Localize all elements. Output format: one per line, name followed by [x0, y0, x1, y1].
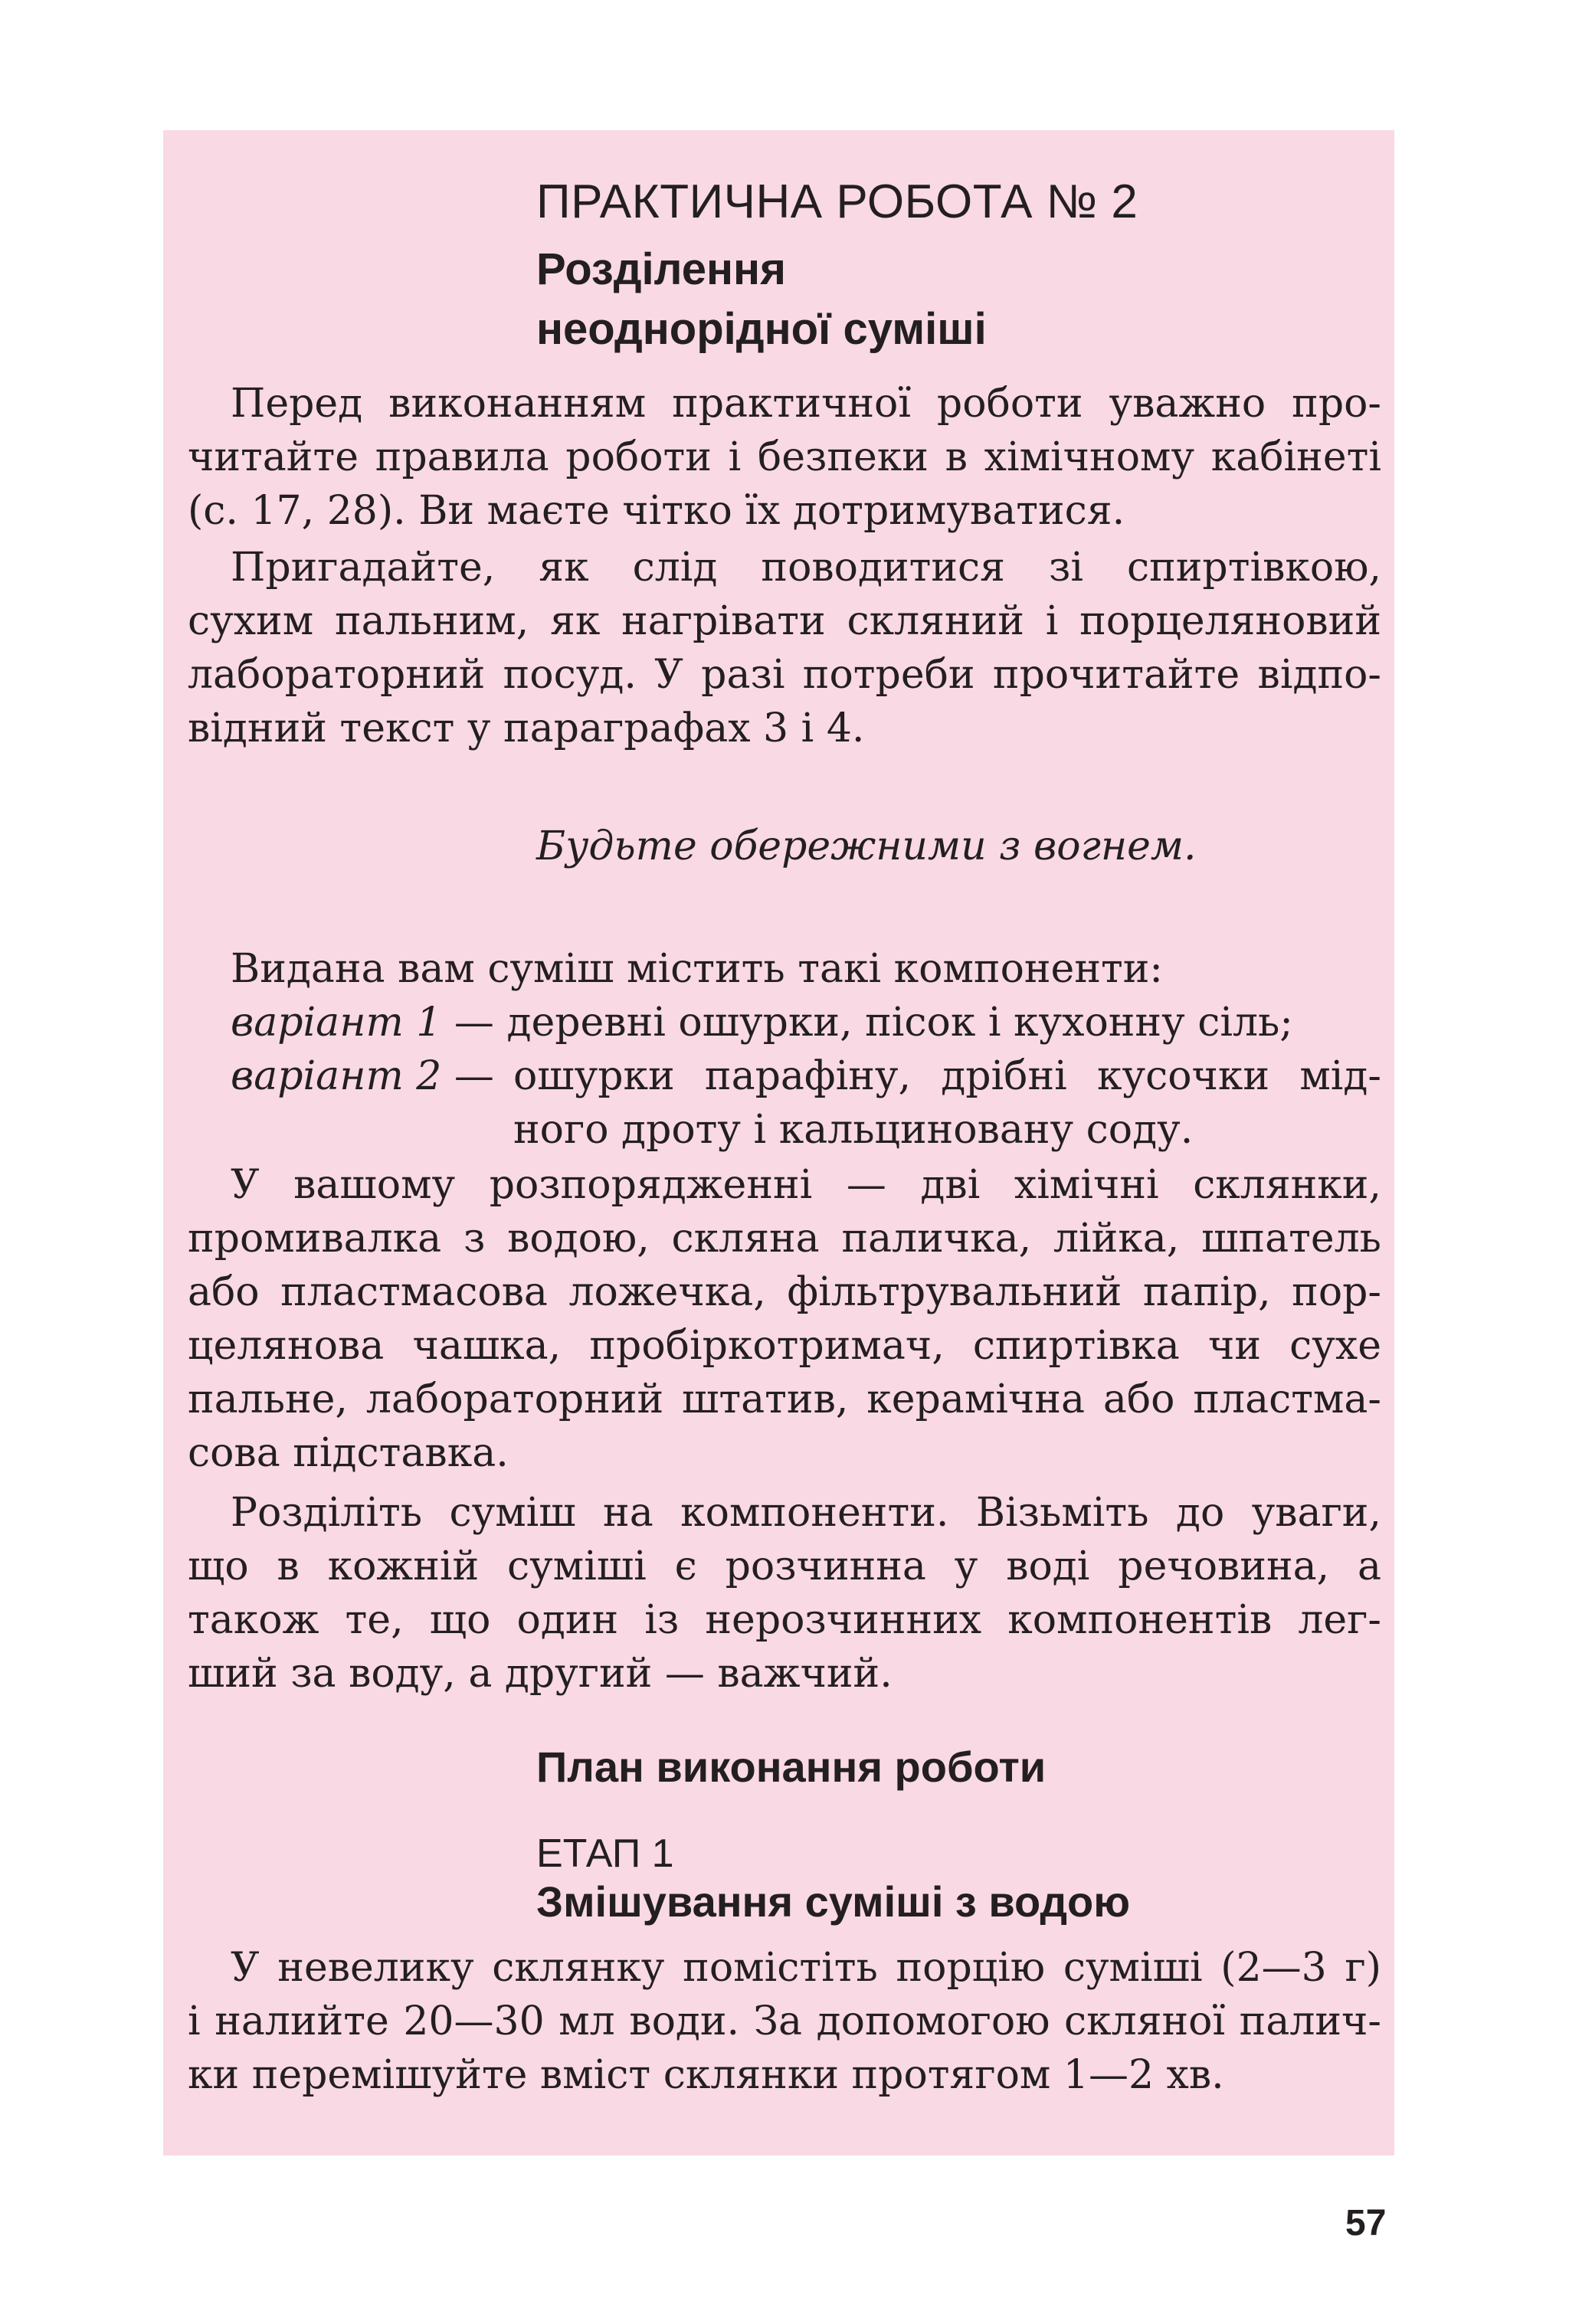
intro-paragraph-1 [188, 377, 1381, 538]
intro-p2-line-2: сухим пальним, як нагрівати скляний і порцеляновий [188, 598, 1381, 644]
variant-2-label: варіант 2 [231, 1053, 442, 1099]
stage-line-3: ки перемішуйте вміст склянки протягом 1—2 хв. [188, 2052, 1224, 2098]
task-line-2: що в кожній суміші є розчинна у воді речовина, а [188, 1543, 1381, 1589]
variant-1-text: деревні ошурки, пісок і кухонну сіль; [506, 1000, 1293, 1046]
intro-paragraph-2 [188, 541, 1381, 755]
equipment-line-4: целянова чашка, пробіркотримач, спиртівка чи сухе [188, 1323, 1381, 1369]
plan-heading: План виконання роботи [536, 1743, 1047, 1791]
stage-line-2: і налийте 20—30 мл води. За допомогою скляної палич- [188, 1998, 1381, 2044]
intro-p1-line-3: (с. 17, 28). Ви маєте чітко їх дотримуватися. [188, 488, 1125, 534]
title-line-2: неоднорідної суміші [536, 304, 987, 354]
mixture-intro: Видана вам суміш містить такі компоненти: [231, 946, 1163, 992]
task-line-1: Розділіть суміш на компоненти. Візьміть до уваги, [231, 1490, 1381, 1536]
stage-line-1: У невелику склянку помістіть порцію суміші (2—3 г) [231, 1945, 1381, 1991]
practical-work-label: ПРАКТИЧНА РОБОТА № 2 [536, 175, 1138, 228]
fire-warning: Будьте обережними з вогнем. [536, 823, 1197, 869]
equipment-line-2: промивалка з водою, скляна паличка, лійка, шпатель [188, 1216, 1381, 1262]
variant-2-row [231, 1049, 494, 1103]
variant-1-dash: — [454, 1000, 494, 1046]
task-paragraph [188, 1486, 1381, 1700]
page-number: 57 [1345, 2203, 1387, 2244]
variant-2-dash: — [454, 1053, 494, 1099]
practical-work-panel [163, 130, 1394, 2155]
stage-label: ЕТАП 1 [536, 1831, 674, 1876]
title-line-1: Розділення [536, 244, 786, 294]
intro-p1-line-2: читайте правила роботи і безпеки в хімічному кабінеті [188, 434, 1381, 480]
intro-p2-line-4: відний текст у параграфах 3 і 4. [188, 705, 865, 751]
variant-2-text-line-2: ного дроту і кальциновану соду. [513, 1107, 1194, 1153]
variant-1-row [231, 996, 1293, 1049]
stage-title: Змішування суміші з водою [536, 1877, 1131, 1926]
equipment-paragraph [188, 1158, 1381, 1480]
intro-p2-line-3: лабораторний посуд. У разі потреби прочитайте відпо- [188, 652, 1381, 698]
intro-p2-line-1: Пригадайте, як слід поводитися зі спиртівкою, [231, 545, 1381, 591]
equipment-line-6: сова підставка. [188, 1430, 509, 1476]
variant-2-text-line-1: ошурки парафіну, дрібні кусочки мід- [513, 1053, 1381, 1099]
variant-2-text [513, 1049, 1381, 1157]
variant-1-label: варіант 1 [231, 1000, 442, 1046]
stage-paragraph [188, 1941, 1381, 2102]
equipment-line-3: або пластмасова ложечка, фільтрувальний папір, пор- [188, 1269, 1381, 1315]
equipment-line-1: У вашому розпорядженні — дві хімічні склянки, [231, 1162, 1381, 1208]
intro-p1-line-1: Перед виконанням практичної роботи уважно про- [231, 381, 1381, 427]
task-line-4: ший за воду, а другий — важчий. [188, 1651, 893, 1697]
task-line-3: також те, що один із нерозчинних компонентів лег- [188, 1597, 1381, 1643]
equipment-line-5: пальне, лабораторний штатив, керамічна або пластма- [188, 1376, 1381, 1422]
